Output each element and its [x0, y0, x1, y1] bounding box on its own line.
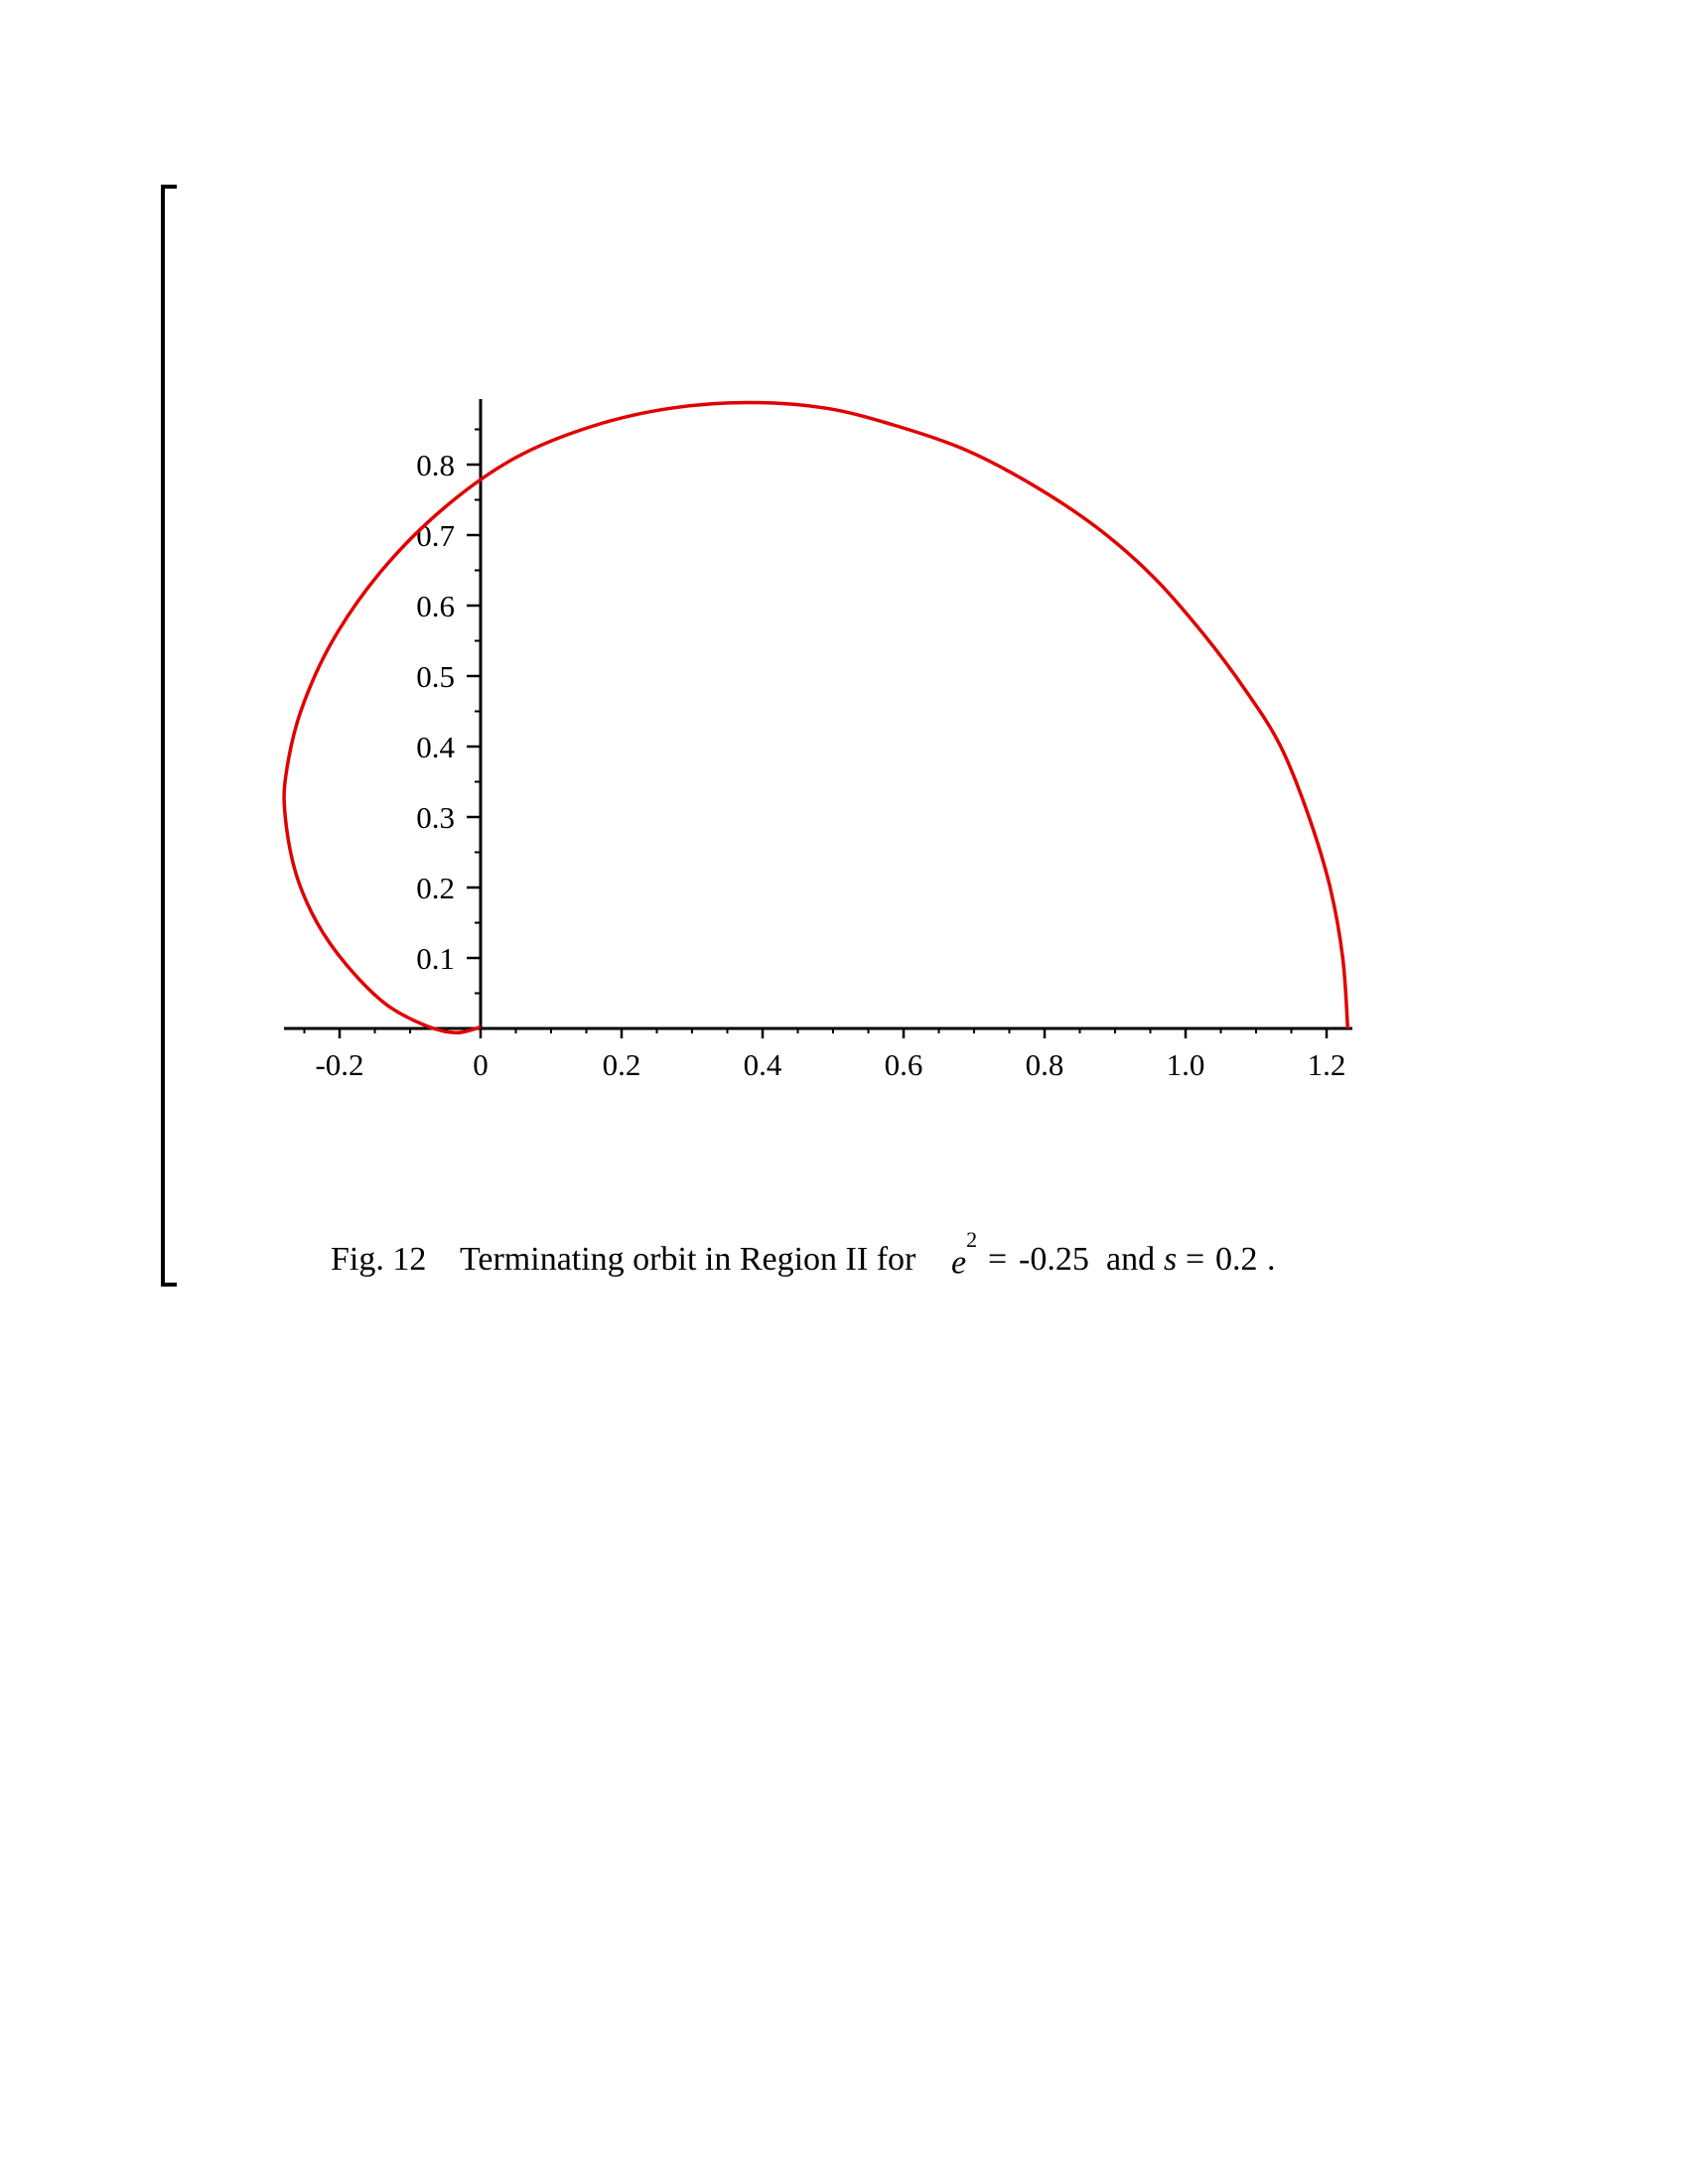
- axes: [284, 399, 1352, 1028]
- x-tick-label: 0.6: [884, 1047, 923, 1082]
- y-tick-label: 0.7: [416, 518, 455, 553]
- caption-text: Terminating orbit in Region II for: [460, 1241, 916, 1278]
- y-tick-label: 0.3: [416, 800, 455, 835]
- caption-value-1: -0.25: [1019, 1241, 1089, 1278]
- caption-value-2: 0.2: [1215, 1241, 1258, 1278]
- caption-prefix: Fig. 12: [331, 1241, 427, 1278]
- orbit-curve: [284, 403, 1347, 1033]
- ticks: [305, 430, 1328, 1039]
- figure-caption: [0, 1229, 1688, 1289]
- caption-and: and: [1106, 1241, 1156, 1278]
- series-group: [284, 403, 1347, 1033]
- x-tick-label: 0.8: [1025, 1047, 1064, 1082]
- x-tick-label: 1.2: [1307, 1047, 1346, 1082]
- y-tick-label: 0.8: [416, 448, 455, 482]
- x-tick-label: -0.2: [315, 1047, 364, 1082]
- y-tick-label: 0.4: [416, 730, 455, 764]
- caption-equals-1: =: [988, 1241, 1008, 1278]
- caption-var-s: s: [1164, 1241, 1178, 1278]
- left-bracket: [163, 187, 177, 1285]
- caption-period: .: [1267, 1241, 1276, 1278]
- caption-var-e: $e^2$: [951, 1227, 978, 1282]
- y-tick-label: 0.5: [416, 659, 455, 694]
- y-tick-label: 0.6: [416, 589, 455, 623]
- tick-labels: [315, 448, 1345, 1082]
- y-tick-label: 0.2: [416, 871, 455, 905]
- y-tick-label: 0.1: [416, 941, 455, 976]
- x-tick-label: 0.4: [743, 1047, 782, 1082]
- x-tick-label: 0: [473, 1047, 489, 1082]
- x-tick-label: 1.0: [1166, 1047, 1205, 1082]
- x-tick-label: 0.2: [602, 1047, 641, 1082]
- caption-equals-2: =: [1186, 1241, 1205, 1278]
